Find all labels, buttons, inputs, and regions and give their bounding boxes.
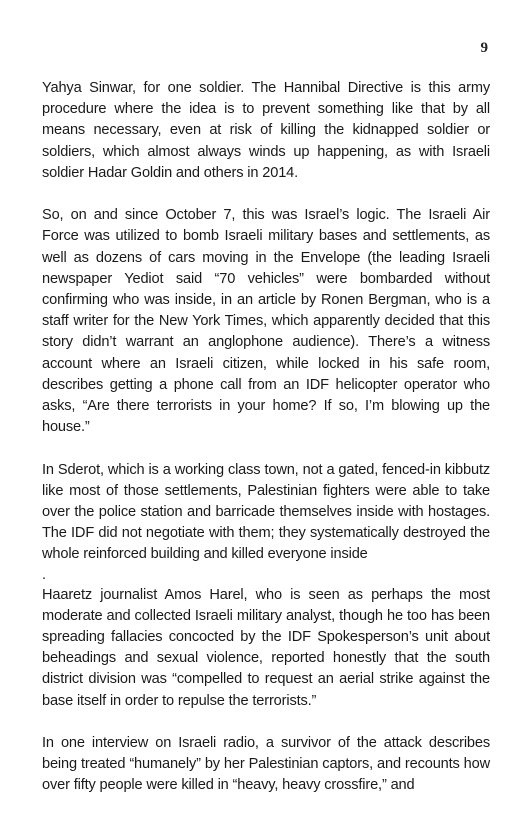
paragraph-amos-harel: Haaretz journalist Amos Harel, who is seen as perhaps the most moderate and collected Israeli military analyst, though he too has been spreading fallacies concocted by the IDF Spokesperson’s unit about beheadings and sexual violence, reported honestly that the south district division was “compelled to request an aerial strike against the base itself in order to repulse the terrorists.” [42,586,490,709]
stray-period: . [42,566,46,583]
body-text [42,78,490,797]
paragraph-october-7-logic: So, on and since October 7, this was Israel’s logic. The Israeli Air Force was utilized to bomb Israeli military bases and settlements, as well as dozens of cars moving in the Envelope (the leading Israeli newspaper Yediot said “70 vehicles” were bombarded without confirming who was inside, in an article by Ronen Bergman, who is a staff writer for the New York Times, which apparently decided that this story didn’t warrant an anglophone audience). There’s a witness account where an Israeli citizen, while locked in his safe room, describes getting a phone call from an IDF helicopter operator who asks, “Are there terrorists in your home? If so, I’m blowing up the house.” [42,207,490,436]
page-number: 9 [480,40,488,56]
paragraph-radio-interview: In one interview on Israeli radio, a survivor of the attack describes being treated “humanely” by her Palestinian captors, and recounts how over fifty people were killed in “heavy, heavy crossfire,” and [42,735,490,794]
paragraph-hannibal-directive: Yahya Sinwar, for one soldier. The Hannibal Directive is this army procedure where the idea is to prevent something like that by all means necessary, even at risk of killing the kidnapped soldier or soldiers, which almost always winds up happening, as with Israeli soldier Hadar Goldin and others in 2014. [42,80,490,181]
paragraph-sderot: In Sderot, which is a working class town, not a gated, fenced-in kibbutz like most of those settlements, Palestinian fighters were able to take over the police station and barricade themselves inside with hostages. The IDF did not negotiate with them; they systematically destroyed the whole reinforced building and killed everyone inside [42,461,490,563]
